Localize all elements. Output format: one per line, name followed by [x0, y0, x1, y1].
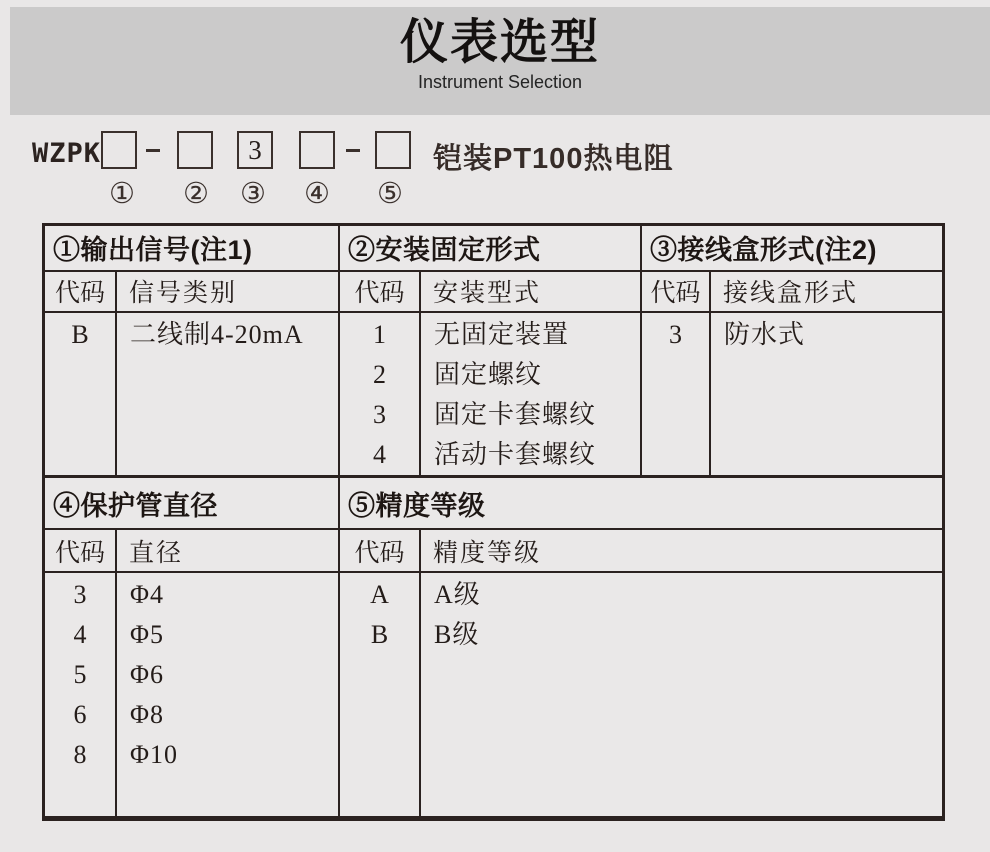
table-cell: A级	[434, 580, 481, 609]
table-cell: 活动卡套螺纹	[434, 440, 597, 469]
table-cell: 固定卡套螺纹	[434, 400, 597, 429]
position-label-3: ③	[240, 178, 266, 210]
section4-code-column	[45, 573, 117, 816]
model-suffix: 铠装PT100热电阻	[433, 143, 674, 175]
table-cell: A	[370, 580, 389, 609]
selection-table	[42, 223, 945, 821]
section5-colheader-code: 代码	[340, 530, 421, 571]
table-cell: Φ10	[130, 740, 179, 769]
model-prefix: WZPK	[32, 138, 102, 169]
section1-colheader-value: 信号类别	[117, 272, 340, 311]
section2-colheader-code: 代码	[340, 272, 421, 311]
position-label-5: ⑤	[377, 178, 403, 210]
table-band-2	[45, 478, 942, 816]
section5-value-column	[421, 573, 942, 816]
table-cell: 8	[73, 740, 87, 769]
table-cell: 2	[373, 360, 386, 389]
section5-colheader-value: 精度等级	[433, 539, 542, 567]
model-box-1	[101, 131, 137, 169]
table-band-1	[45, 226, 942, 478]
model-box-3: 3	[237, 131, 273, 169]
table-cell: B级	[434, 620, 480, 649]
table-cell: 二线制4-20mA	[130, 320, 304, 349]
section1-value-column	[117, 313, 340, 475]
section3-code-column	[642, 313, 711, 475]
model-dash-2	[346, 149, 360, 152]
table-cell: Φ5	[130, 620, 165, 649]
table-cell: Φ8	[130, 700, 165, 729]
section4-colheader-value: 直径	[117, 530, 340, 571]
section4-colheader-code: 代码	[45, 530, 117, 571]
table-cell: 6	[73, 700, 87, 729]
table-cell: 1	[373, 320, 386, 349]
section2-value-column	[421, 313, 642, 475]
model-dash-1	[146, 149, 160, 152]
page-title: 仪表选型	[399, 16, 600, 69]
table-cell: Φ6	[130, 660, 165, 689]
header-band	[10, 7, 990, 115]
section1-code-column	[45, 313, 117, 475]
position-label-2: ②	[183, 178, 209, 210]
model-box-5	[375, 131, 411, 169]
position-label-4: ④	[304, 178, 330, 210]
section4-value-column	[117, 573, 340, 816]
section3-colheader-code: 代码	[642, 272, 711, 311]
model-code-line	[0, 128, 990, 218]
table-cell: 4	[373, 440, 386, 469]
table-cell: 3	[669, 320, 682, 349]
model-box-4	[299, 131, 335, 169]
section1-colheader-code: 代码	[45, 272, 117, 311]
section2-colheader-value: 安装型式	[421, 272, 642, 311]
page-subtitle: Instrument Selection	[417, 71, 583, 92]
table-cell: 防水式	[724, 320, 806, 349]
table-cell: 3	[73, 580, 87, 609]
model-box-2	[177, 131, 213, 169]
position-label-1: ①	[109, 178, 135, 210]
section2-title: ②安装固定形式	[340, 226, 642, 270]
section4-title: ④保护管直径	[45, 478, 340, 528]
section2-code-column	[340, 313, 421, 475]
table-cell: 固定螺纹	[434, 360, 543, 389]
table-cell: 4	[73, 620, 87, 649]
table-cell: B	[71, 320, 89, 349]
table-cell: 无固定装置	[434, 320, 570, 349]
section5-code-column	[340, 573, 421, 816]
table-cell: 3	[373, 400, 386, 429]
table-cell: Φ4	[130, 580, 165, 609]
section3-colheader-value: 接线盒形式	[723, 280, 859, 308]
section5-title: ⑤精度等级	[348, 490, 486, 521]
section3-title: ③接线盒形式(注2)	[650, 235, 877, 266]
section3-value-column	[711, 313, 942, 475]
section1-title: ①输出信号(注1)	[45, 226, 340, 270]
table-cell: 5	[73, 660, 87, 689]
table-cell: B	[370, 620, 389, 649]
